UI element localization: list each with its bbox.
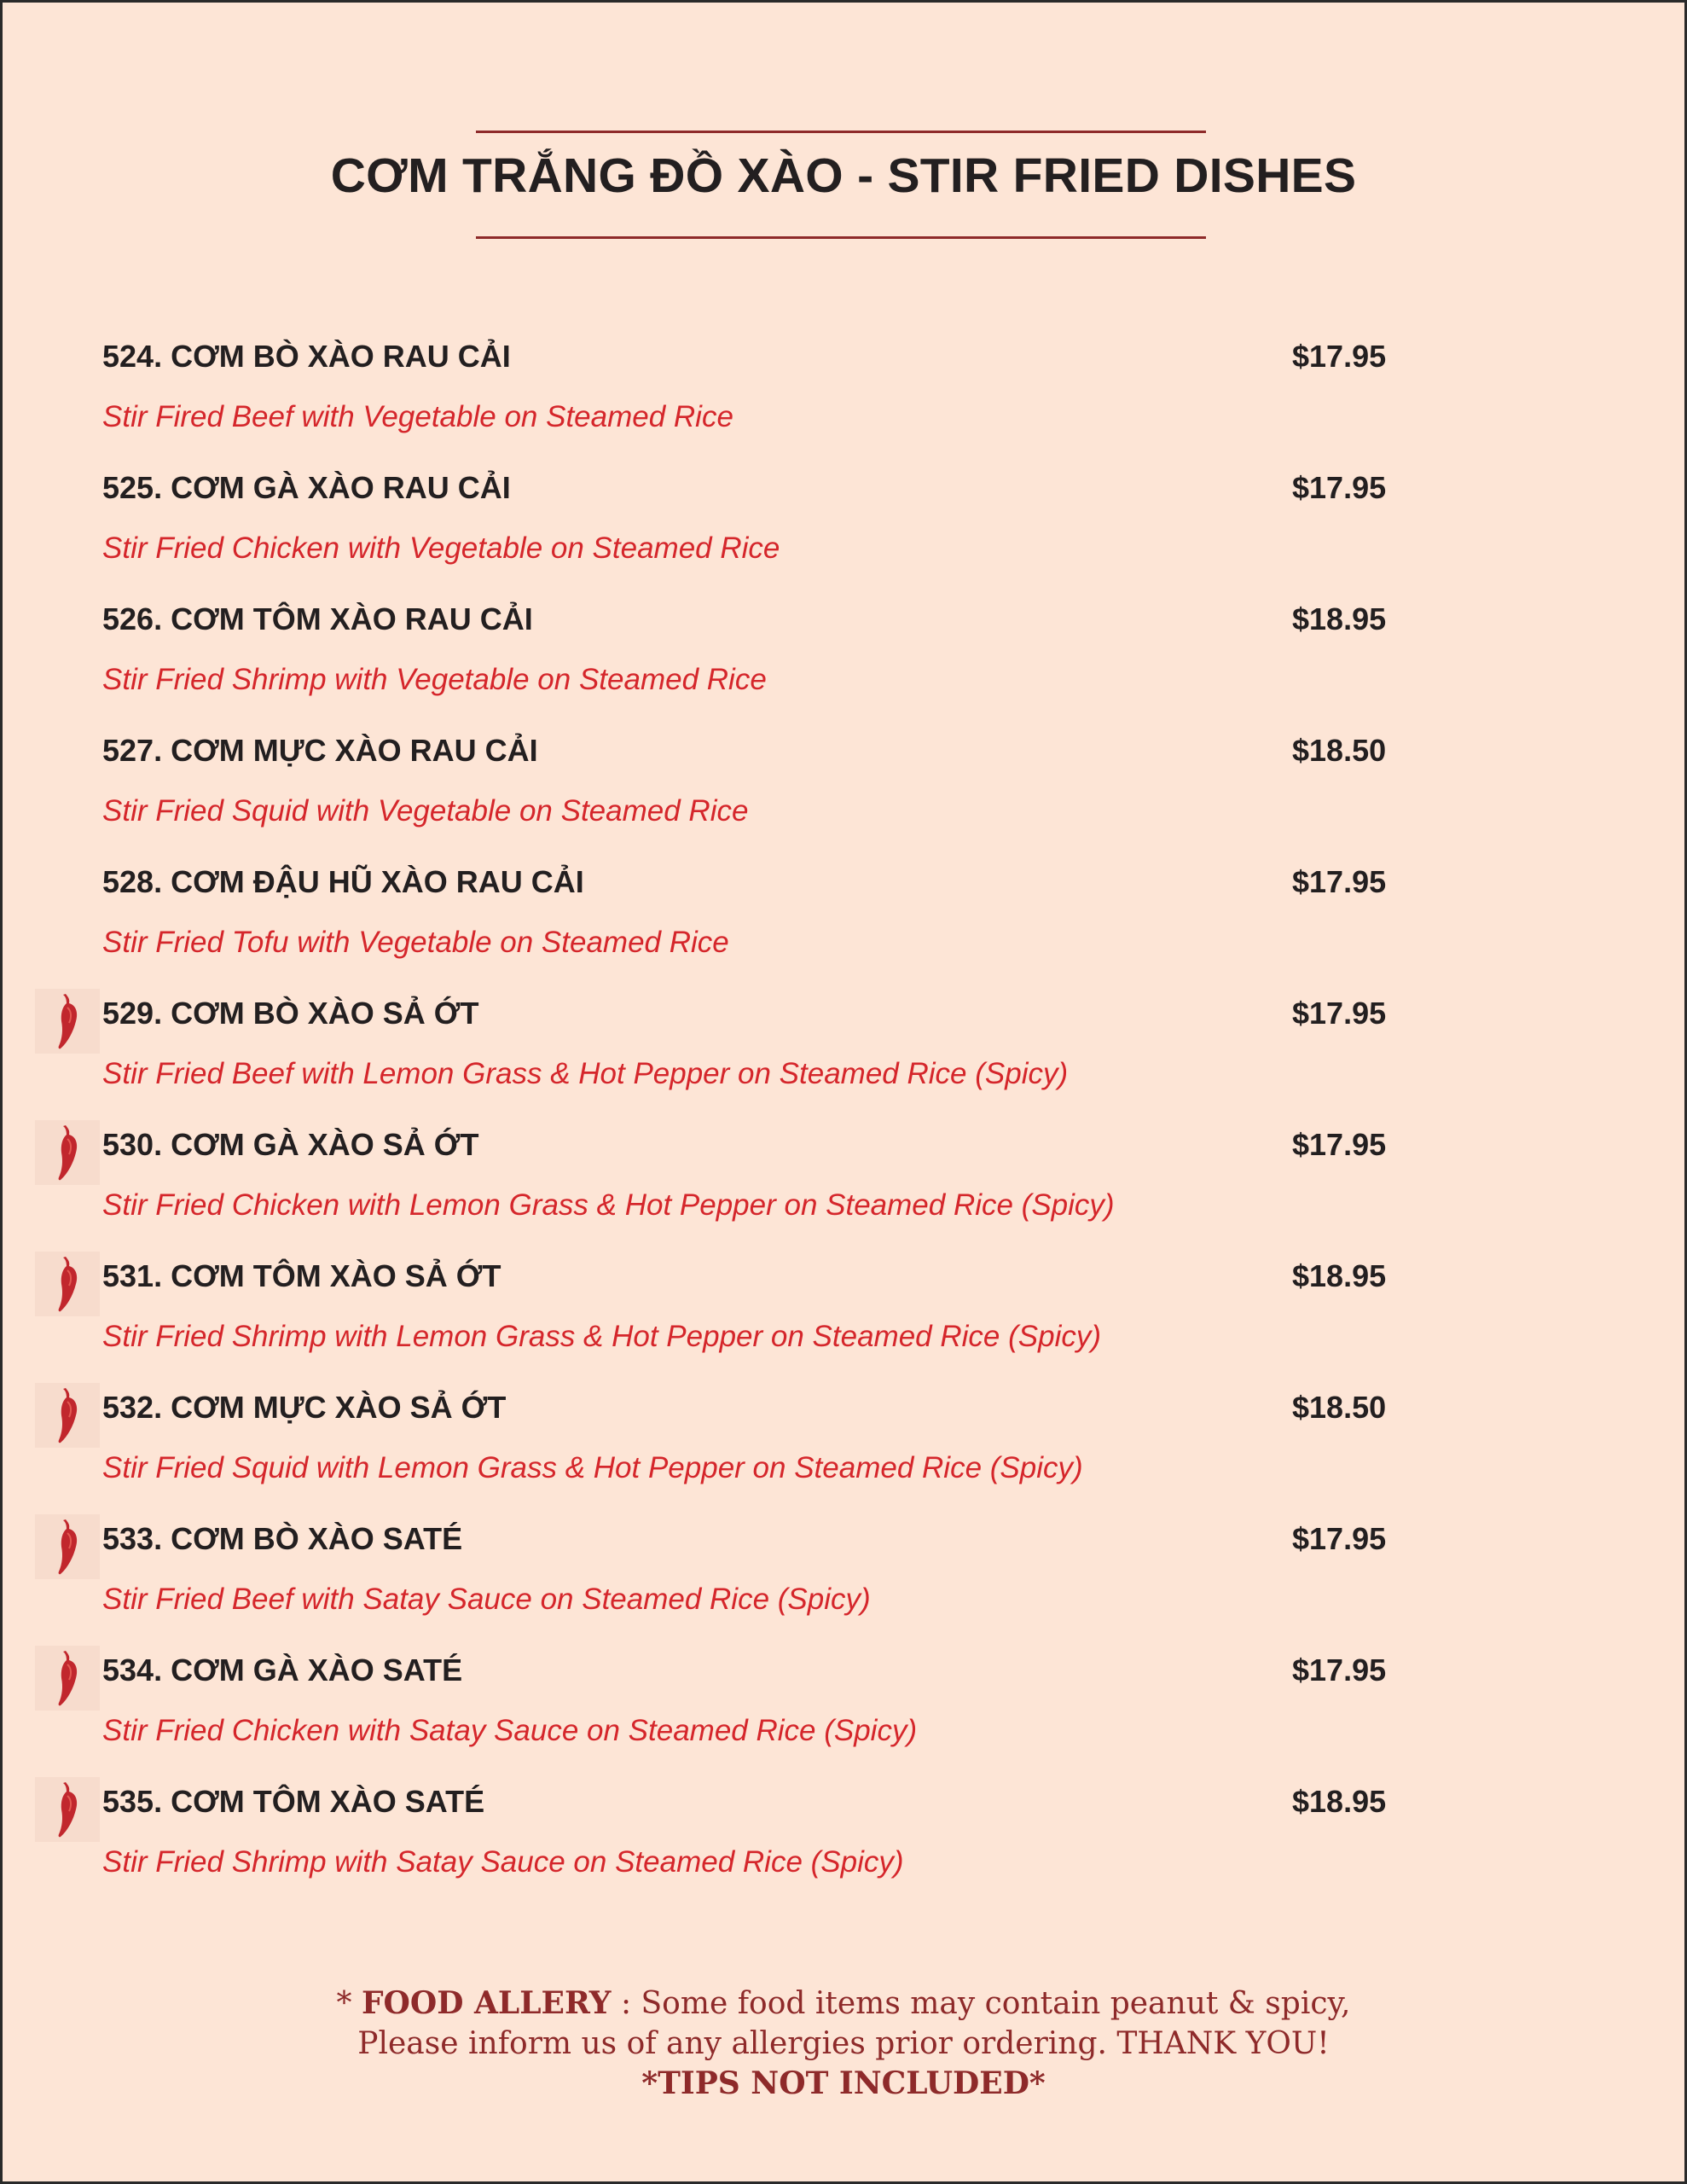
menu-item-description: Stir Fried Tofu with Vegetable on Steamed Rice — [102, 926, 729, 959]
menu-item-name: 535. CƠM TÔM XÀO SATÉ — [102, 1784, 485, 1819]
menu-item-price: $18.95 — [1292, 601, 1387, 636]
menu-item-description: Stir Fried Chicken with Lemon Grass & Hot Pepper on Steamed Rice (Spicy) — [102, 1188, 1115, 1222]
chili-pepper-icon — [35, 1646, 100, 1711]
chili-pepper-icon — [35, 989, 100, 1054]
menu-item-price: $17.95 — [1292, 864, 1387, 899]
menu-item — [3, 857, 1684, 985]
menu-item-price: $17.95 — [1292, 996, 1387, 1031]
menu-item-price: $18.50 — [1292, 733, 1387, 768]
menu-item-price: $17.95 — [1292, 339, 1387, 374]
menu-item-price: $18.95 — [1292, 1784, 1387, 1819]
menu-item — [3, 595, 1684, 723]
menu-item-name: 533. CƠM BÒ XÀO SATÉ — [102, 1521, 463, 1556]
tips-notice-text: *TIPS NOT INCLUDED* — [641, 2065, 1046, 2101]
allergy-label: FOOD ALLERY — [361, 1985, 612, 2021]
menu-item-price: $17.95 — [1292, 1653, 1387, 1687]
menu-item-name: 532. CƠM MỰC XÀO SẢ ỚT — [102, 1390, 507, 1425]
menu-item-name: 530. CƠM GÀ XÀO SẢ ỚT — [102, 1127, 479, 1162]
title-rule-top — [476, 131, 1206, 133]
menu-item — [3, 989, 1684, 1117]
menu-item-price: $17.95 — [1292, 1521, 1387, 1556]
menu-item — [3, 1252, 1684, 1380]
menu-item-description: Stir Fried Beef with Lemon Grass & Hot Pepper on Steamed Rice (Spicy) — [102, 1057, 1069, 1090]
menu-item — [3, 1777, 1684, 1905]
menu-item-description: Stir Fried Chicken with Vegetable on Steamed Rice — [102, 531, 780, 565]
menu-item-name: 527. CƠM MỰC XÀO RAU CẢI — [102, 733, 538, 768]
menu-item-name: 531. CƠM TÔM XÀO SẢ ỚT — [102, 1258, 501, 1293]
menu-item — [3, 1383, 1684, 1511]
menu-item — [3, 1120, 1684, 1248]
menu-item-description: Stir Fried Squid with Lemon Grass & Hot Pepper on Steamed Rice (Spicy) — [102, 1451, 1083, 1484]
menu-item — [3, 332, 1684, 460]
allergy-notice-line2: Please inform us of any allergies prior ordering. THANK YOU! — [357, 2026, 1330, 2061]
page-title: CƠM TRẮNG ĐỒ XÀO - STIR FRIED DISHES — [330, 148, 1357, 203]
menu-item-name: 529. CƠM BÒ XÀO SẢ ỚT — [102, 996, 479, 1031]
allergy-notice — [3, 1984, 1684, 2104]
allergy-notice-line1 — [3, 1984, 1684, 2024]
menu-item-description: Stir Fried Beef with Satay Sauce on Steamed Rice (Spicy) — [102, 1583, 871, 1616]
tips-notice — [3, 2064, 1684, 2104]
menu-item-description: Stir Fried Shrimp with Vegetable on Steamed Rice — [102, 663, 767, 696]
allergy-text: : Some food items may contain peanut & spicy, — [611, 1986, 1351, 2021]
menu-item-price: $17.95 — [1292, 1127, 1387, 1162]
menu-item — [3, 463, 1684, 591]
menu-item-description: Stir Fried Squid with Vegetable on Steamed Rice — [102, 794, 749, 828]
menu-item-price: $17.95 — [1292, 470, 1387, 505]
menu-item-name: 528. CƠM ĐẬU HŨ XÀO RAU CẢI — [102, 864, 584, 899]
menu-item — [3, 726, 1684, 854]
menu-item — [3, 1514, 1684, 1642]
menu-item-name: 526. CƠM TÔM XÀO RAU CẢI — [102, 601, 533, 636]
menu-item-description: Stir Fried Chicken with Satay Sauce on Steamed Rice (Spicy) — [102, 1714, 918, 1747]
menu-item-price: $18.50 — [1292, 1390, 1387, 1425]
chili-pepper-icon — [35, 1120, 100, 1185]
menu-item-description: Stir Fried Shrimp with Lemon Grass & Hot Pepper on Steamed Rice (Spicy) — [102, 1320, 1101, 1353]
menu-item-price: $18.95 — [1292, 1258, 1387, 1293]
menu-item — [3, 1646, 1684, 1774]
menu-item-description: Stir Fired Beef with Vegetable on Steamed Rice — [102, 400, 733, 433]
menu-item-name: 534. CƠM GÀ XÀO SATÉ — [102, 1653, 463, 1687]
allergy-prefix: * — [336, 1986, 362, 2021]
chili-pepper-icon — [35, 1252, 100, 1316]
chili-pepper-icon — [35, 1777, 100, 1842]
chili-pepper-icon — [35, 1514, 100, 1579]
menu-item-name: 525. CƠM GÀ XÀO RAU CẢI — [102, 470, 511, 505]
chili-pepper-icon — [35, 1383, 100, 1448]
menu-item-name: 524. CƠM BÒ XÀO RAU CẢI — [102, 339, 511, 374]
title-rule-bottom — [476, 236, 1206, 239]
menu-item-description: Stir Fried Shrimp with Satay Sauce on Steamed Rice (Spicy) — [102, 1845, 904, 1879]
